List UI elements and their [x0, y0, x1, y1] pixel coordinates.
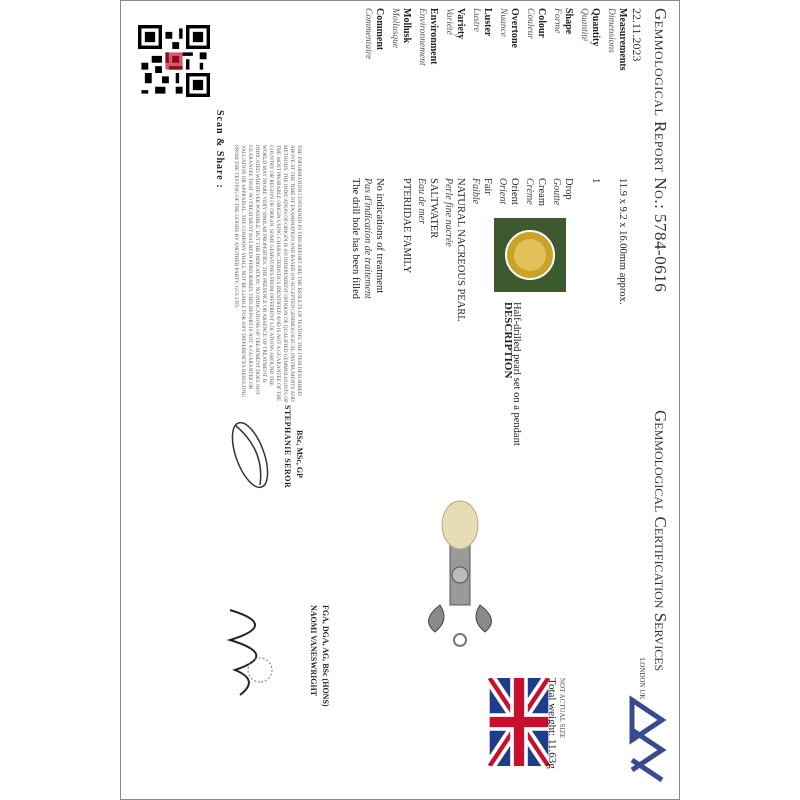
signature-naomi: [210, 600, 300, 720]
not-actual-size-note: NOT ACTUAL SIZE: [558, 678, 566, 739]
field-value-fr: Crème: [524, 178, 535, 205]
report-date: 22.11.2023: [630, 8, 644, 62]
report-fields: [352, 8, 628, 508]
field-value-fr: Orient: [497, 178, 508, 205]
field-value: Fair: [482, 178, 493, 195]
disclaimer-text: THE INFORMATION CONTAINED IN THIS REPORT ARE THE RESULTS OF TESTING THE ITEM DESCRIBED ABOVE AT THE TIME OF EXAMINATION AND BASED ON ACCEPTED GEMMOLOGICAL INSTRUMENTS AND METHODS. THE INDICATION OF ORIGIN IS AN INDEPENDENT OPINION OF QUALIFIED GEMMOLOGISTS OF THE MOST PROBABLE ORIGIN USING CHARACTERISTICS IDENTIFIED AND IS NOT A GUARANTEE OF THE COUNTRY OR REGION OF ORIGIN. SOME GEMSTONES FROM DIFFERENT LOCATIONS AROUND THE WORLD MAY SHARE VERY SIMILAR PROPERTIES. THE PRESENCE OR ABSENCE OF TREATMENT IS INDICATED WHENEVER POSSIBLE, BUT THE INDICATION: NO INDICATIONS OF TREATMENT DOES NOT GUARANTEE THAT NO TREATMENT HAS BEEN PERFORMED. THIS REPORT IS NOT A GUARANTEE OR VALUATION OR APPRAISAL. THE COMPANY SHALL NOT BE LIABLE FOR ANY DIFFERENCES RESULTING FROM THE TESTING OF THE GOODS BY ANOTHER PARTY. GCS LTD.: [233, 145, 302, 403]
union-flag-icon: [488, 678, 550, 766]
field-label: Colour: [536, 8, 547, 38]
field-label-fr: Forme: [552, 8, 562, 34]
field-measurements: [601, 8, 628, 508]
field-value: PTERIIDAE FAMILY: [401, 178, 412, 274]
signatory-1-name: STEPHANIE SEROR: [283, 405, 292, 489]
total-weight: Total weight: 11.63g: [546, 678, 558, 769]
field-label: Luster: [482, 8, 493, 37]
field-value-fr: Faible: [470, 178, 481, 205]
field-value: No indications of treatment: [374, 178, 385, 294]
field-mollusk: [385, 8, 412, 508]
gcs-logo-icon: [612, 690, 672, 790]
field-value: Cream: [536, 178, 547, 206]
field-label-fr: Couleur: [525, 8, 535, 40]
field-label: Environment: [428, 8, 439, 65]
field-environment: [412, 8, 439, 508]
field-label: Variety: [455, 8, 466, 40]
field-luster: [466, 8, 493, 508]
field-label-fr: Variété: [444, 8, 454, 35]
pendant-photo: [400, 500, 520, 650]
field-comment: [352, 8, 385, 508]
description-heading: DESCRIPTION: [502, 302, 514, 379]
field-value-fr: Perle fine nacrée: [443, 178, 454, 247]
field-label-fr: Dimensions: [606, 8, 616, 53]
field-value: Drop: [563, 178, 574, 200]
signatory-2-credentials: FGA, DGA, AG, BSc (HONS): [321, 605, 330, 707]
field-label-fr: Quantité: [579, 8, 589, 42]
field-value: 11.9 x 9.2 x 16.00mm approx.: [617, 178, 628, 305]
field-label-fr: Mollusque: [390, 8, 400, 49]
signature-stephanie: [220, 410, 280, 500]
field-value-fr: Pas d'indication de traitement: [362, 178, 373, 299]
issuer-location: LONDON UK: [638, 658, 646, 700]
field-label-fr: Commentaire: [363, 8, 373, 60]
field-value-fr: Eau de mer: [416, 178, 427, 225]
field-label-fr: Environnement: [417, 8, 427, 66]
seal-stamp-icon: [494, 218, 566, 292]
field-value-note: The drill hole has been filled: [350, 178, 361, 300]
field-label-fr: Lustre: [471, 8, 481, 32]
qr-code-icon[interactable]: [138, 25, 210, 97]
field-value: SALTWATER: [428, 178, 439, 239]
field-label: Quantity: [590, 8, 601, 47]
field-value: Orient: [509, 178, 520, 205]
field-label: Measurements: [617, 8, 628, 71]
field-value: 1: [590, 178, 601, 184]
field-label: Comment: [374, 8, 385, 51]
field-value-fr: Goutte: [551, 178, 562, 206]
field-label: Mollusk: [401, 8, 412, 44]
field-label: Shape: [563, 8, 574, 35]
issuer-heading: Gemmological Certification Services: [651, 410, 670, 672]
signatory-1-credentials: BSc, MSc, GP: [295, 430, 304, 478]
description-text: Half-drilled pearl set on a pendant: [511, 302, 522, 446]
certificate: [120, 0, 680, 800]
field-label: Overtone: [509, 8, 520, 48]
field-value: NATURAL NACREOUS PEARL: [455, 178, 466, 322]
signatory-2-name: NAOMI VANESWRIGHT: [309, 605, 318, 697]
report-title: Gemmological Report No.: 5784-0616: [651, 8, 670, 293]
field-variety: [439, 8, 466, 508]
field-quantity: [574, 8, 601, 508]
field-label-fr: Nuance: [498, 8, 508, 38]
scan-share-label: Scan & Share :: [214, 110, 225, 189]
